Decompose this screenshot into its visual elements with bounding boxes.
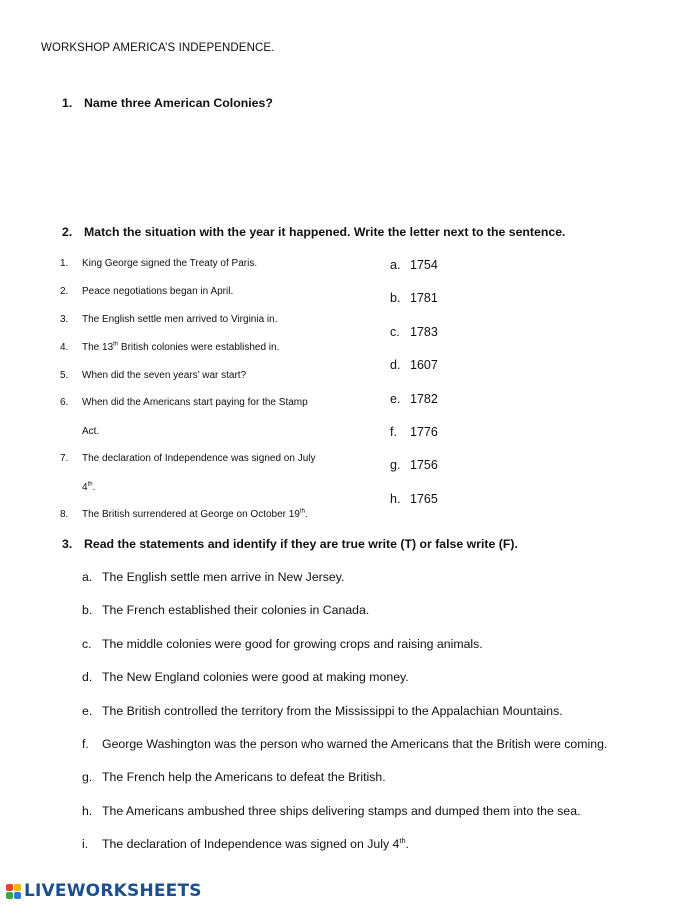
statement-item: b. The French established their colonies in Canada.: [82, 603, 370, 617]
question-2-heading: [62, 225, 565, 239]
year-option: e. 1782: [390, 392, 438, 406]
situation-item-continued: Act.: [82, 426, 100, 437]
liveworksheets-logo[interactable]: [6, 881, 202, 901]
statement-item: e. The British controlled the territory from the Mississippi to the Appalachian Mountains.: [82, 704, 563, 718]
statement-item: f. George Washington was the person who warned the Americans that the British were coming.: [82, 737, 608, 751]
situation-item: 7. The declaration of Independence was signed on July: [60, 453, 316, 464]
question-1-text: Name three American Colonies?: [84, 96, 273, 110]
question-3-text: Read the statements and identify if they are true write (T) or false write (F).: [84, 537, 518, 551]
year-option: g. 1756: [390, 458, 438, 472]
question-3-heading: [62, 537, 518, 551]
situation-item: 8. The British surrendered at George on October 19th.: [60, 508, 308, 520]
statement-item: i. The declaration of Independence was signed on July 4th.: [82, 835, 409, 851]
situation-item: 3. The English settle men arrived to Virginia in.: [60, 314, 278, 325]
situation-item: 2. Peace negotiations began in April.: [60, 286, 234, 297]
year-option: c. 1783: [390, 325, 438, 339]
year-option: d. 1607: [390, 358, 438, 372]
year-option: f. 1776: [390, 425, 438, 439]
situation-item-continued: 4th.: [82, 481, 96, 493]
question-1-number: 1.: [62, 96, 73, 110]
situation-item: 5. When did the seven years’ war start?: [60, 370, 247, 381]
question-3-number: 3.: [62, 537, 73, 551]
logo-text: LIVEWORKSHEETS: [24, 881, 202, 901]
worksheet-title: WORKSHOP AMERICA’S INDEPENDENCE.: [41, 42, 275, 54]
statement-item: g. The French help the Americans to defeat the British.: [82, 770, 386, 784]
logo-grid-icon: [6, 884, 21, 899]
statement-item: h. The Americans ambushed three ships delivering stamps and dumped them into the sea.: [82, 804, 581, 818]
question-2-number: 2.: [62, 225, 73, 239]
statement-item: a. The English settle men arrive in New Jersey.: [82, 570, 345, 584]
statement-item: d. The New England colonies were good at making money.: [82, 670, 409, 684]
situation-item: 6. When did the Americans start paying for the Stamp: [60, 397, 308, 408]
statement-item: c. The middle colonies were good for growing crops and raising animals.: [82, 637, 483, 651]
year-option: b. 1781: [390, 291, 438, 305]
year-option: a. 1754: [390, 258, 438, 272]
question-1-heading: [62, 96, 273, 110]
situation-item: 4. The 13th British colonies were established in.: [60, 341, 280, 353]
question-2-text: Match the situation with the year it happened. Write the letter next to the sentence.: [84, 225, 566, 239]
situation-item: 1. King George signed the Treaty of Paris.: [60, 258, 258, 269]
year-option: h. 1765: [390, 492, 438, 506]
